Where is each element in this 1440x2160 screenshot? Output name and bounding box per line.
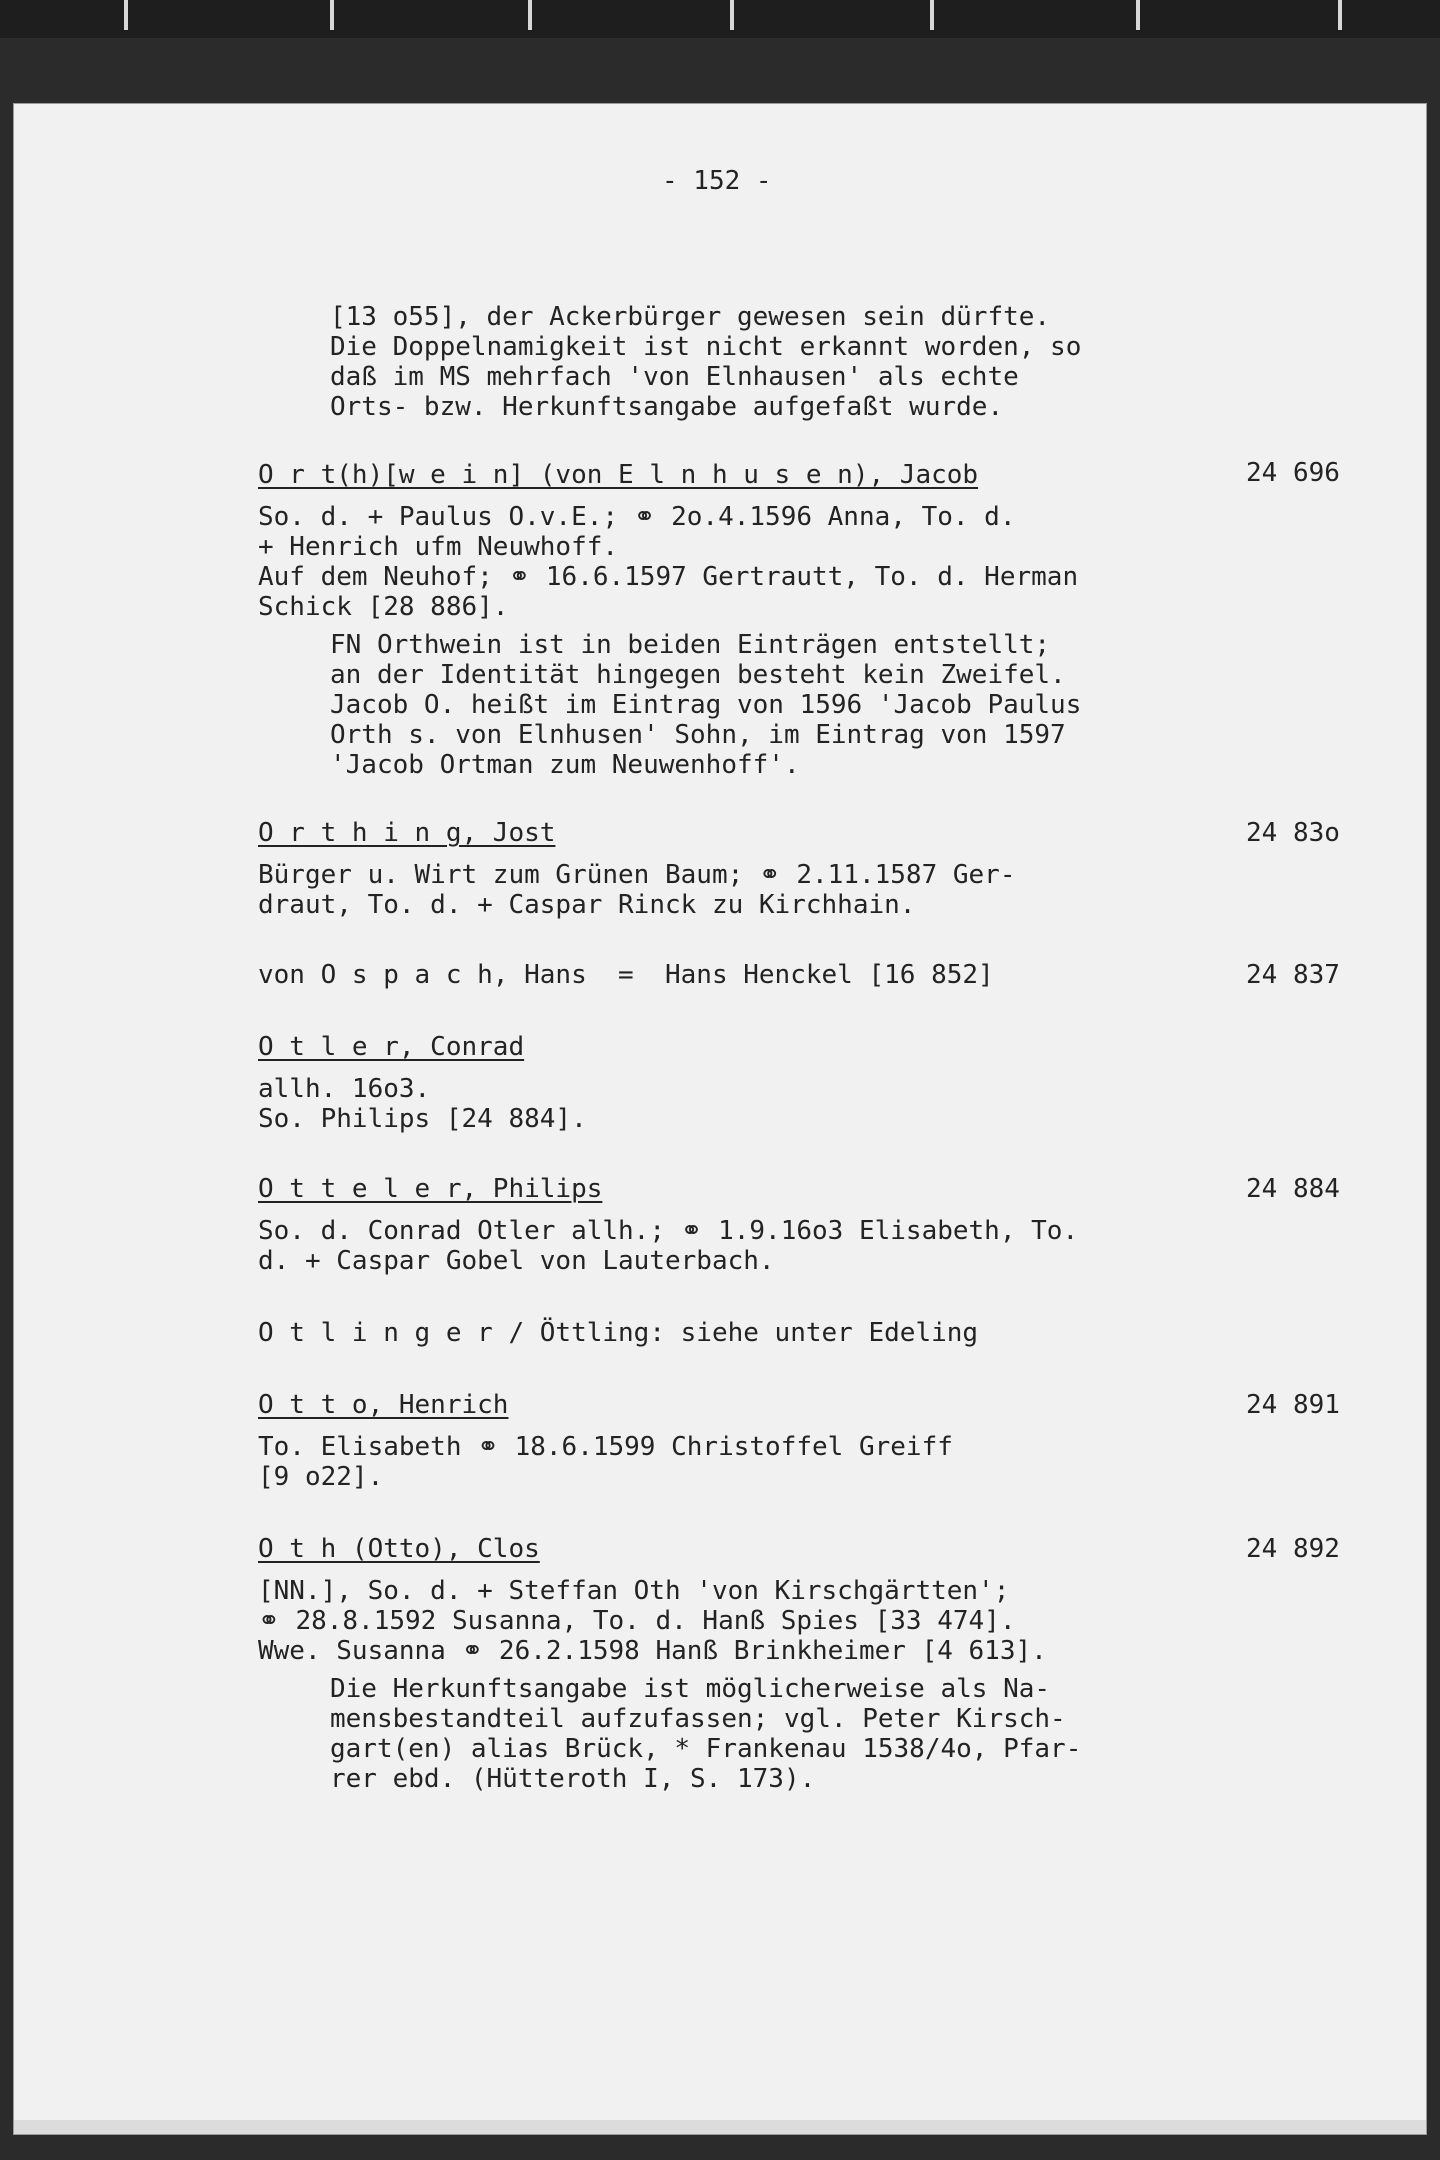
- text-line: d. + Caspar Gobel von Lauterbach.: [258, 1246, 775, 1276]
- entry-heading: O t t o, Henrich: [258, 1390, 509, 1420]
- entry-heading: von O s p a c h, Hans = Hans Henckel [16 852]: [258, 960, 994, 990]
- entry-number: 24 837: [1246, 960, 1340, 990]
- page-number: - 152 -: [662, 166, 772, 196]
- note-line: Orth s. von Elnhusen' Sohn, im Eintrag von 1597: [330, 720, 1066, 750]
- text-line: Orts- bzw. Herkunftsangabe aufgefaßt wurde.: [330, 392, 1004, 422]
- film-mark: [730, 0, 734, 30]
- note-line: FN Orthwein ist in beiden Einträgen entstellt;: [330, 630, 1051, 660]
- film-mark: [1338, 0, 1342, 30]
- entry-heading: O t l e r, Conrad: [258, 1032, 525, 1062]
- entry-heading: O t t e l e r, Philips: [258, 1174, 603, 1204]
- text-line: Schick [28 886].: [258, 592, 509, 622]
- text-line: Auf dem Neuhof; ⚭ 16.6.1597 Gertrautt, To. d. Herman: [258, 562, 1079, 592]
- film-mark: [330, 0, 334, 30]
- film-mark: [124, 0, 128, 30]
- film-mark: [1136, 0, 1140, 30]
- text-line: [9 o22].: [258, 1462, 384, 1492]
- note-line: an der Identität hingegen besteht kein Zweifel.: [330, 660, 1066, 690]
- text-line: daß im MS mehrfach 'von Elnhausen' als echte: [330, 362, 1019, 392]
- text-line: draut, To. d. + Caspar Rinck zu Kirchhain.: [258, 890, 916, 920]
- document-page: [14, 104, 1426, 2134]
- document-body: [14, 104, 1426, 2134]
- page-shadow: [14, 2120, 1426, 2134]
- entry-heading: O t l i n g e r / Öttling: siehe unter Edeling: [258, 1318, 979, 1348]
- entry-number: 24 892: [1246, 1534, 1340, 1564]
- note-line: rer ebd. (Hütteroth I, S. 173).: [330, 1764, 816, 1794]
- text-line: allh. 16o3.: [258, 1074, 431, 1104]
- note-line: gart(en) alias Brück, * Frankenau 1538/4o, Pfar-: [330, 1734, 1082, 1764]
- text-line: Bürger u. Wirt zum Grünen Baum; ⚭ 2.11.1587 Ger-: [258, 860, 1016, 890]
- film-mark: [930, 0, 934, 30]
- entry-heading: O t h (Otto), Clos: [258, 1534, 540, 1564]
- note-line: mensbestandteil aufzufassen; vgl. Peter Kirsch-: [330, 1704, 1066, 1734]
- film-mark: [528, 0, 532, 30]
- note-line: Jacob O. heißt im Eintrag von 1596 'Jacob Paulus: [330, 690, 1082, 720]
- note-line: Die Herkunftsangabe ist möglicherweise als Na-: [330, 1674, 1051, 1704]
- text-line: [NN.], So. d. + Steffan Oth 'von Kirschgärtten';: [258, 1576, 1010, 1606]
- entry-number: 24 696: [1246, 458, 1340, 488]
- text-line: + Henrich ufm Neuwhoff.: [258, 532, 619, 562]
- entry-heading: O r t(h)[w e i n] (von E l n h u s e n), Jacob: [258, 460, 979, 490]
- text-line: To. Elisabeth ⚭ 18.6.1599 Christoffel Greiff: [258, 1432, 953, 1462]
- entry-number: 24 891: [1246, 1390, 1340, 1420]
- text-line: Die Doppelnamigkeit ist nicht erkannt worden, so: [330, 332, 1082, 362]
- entry-number: 24 83o: [1246, 818, 1340, 848]
- text-line: Wwe. Susanna ⚭ 26.2.1598 Hanß Brinkheimer [4 613].: [258, 1636, 1047, 1666]
- text-line: ⚭ 28.8.1592 Susanna, To. d. Hanß Spies [33 474].: [258, 1606, 1016, 1636]
- text-line: So. Philips [24 884].: [258, 1104, 587, 1134]
- entry-heading: O r t h i n g, Jost: [258, 818, 556, 848]
- text-line: [13 o55], der Ackerbürger gewesen sein dürfte.: [330, 302, 1051, 332]
- note-line: 'Jacob Ortman zum Neuwenhoff'.: [330, 750, 800, 780]
- text-line: So. d. Conrad Otler allh.; ⚭ 1.9.16o3 Elisabeth, To.: [258, 1216, 1079, 1246]
- text-line: So. d. + Paulus O.v.E.; ⚭ 2o.4.1596 Anna, To. d.: [258, 502, 1016, 532]
- entry-number: 24 884: [1246, 1174, 1340, 1204]
- film-strip: [0, 0, 1440, 38]
